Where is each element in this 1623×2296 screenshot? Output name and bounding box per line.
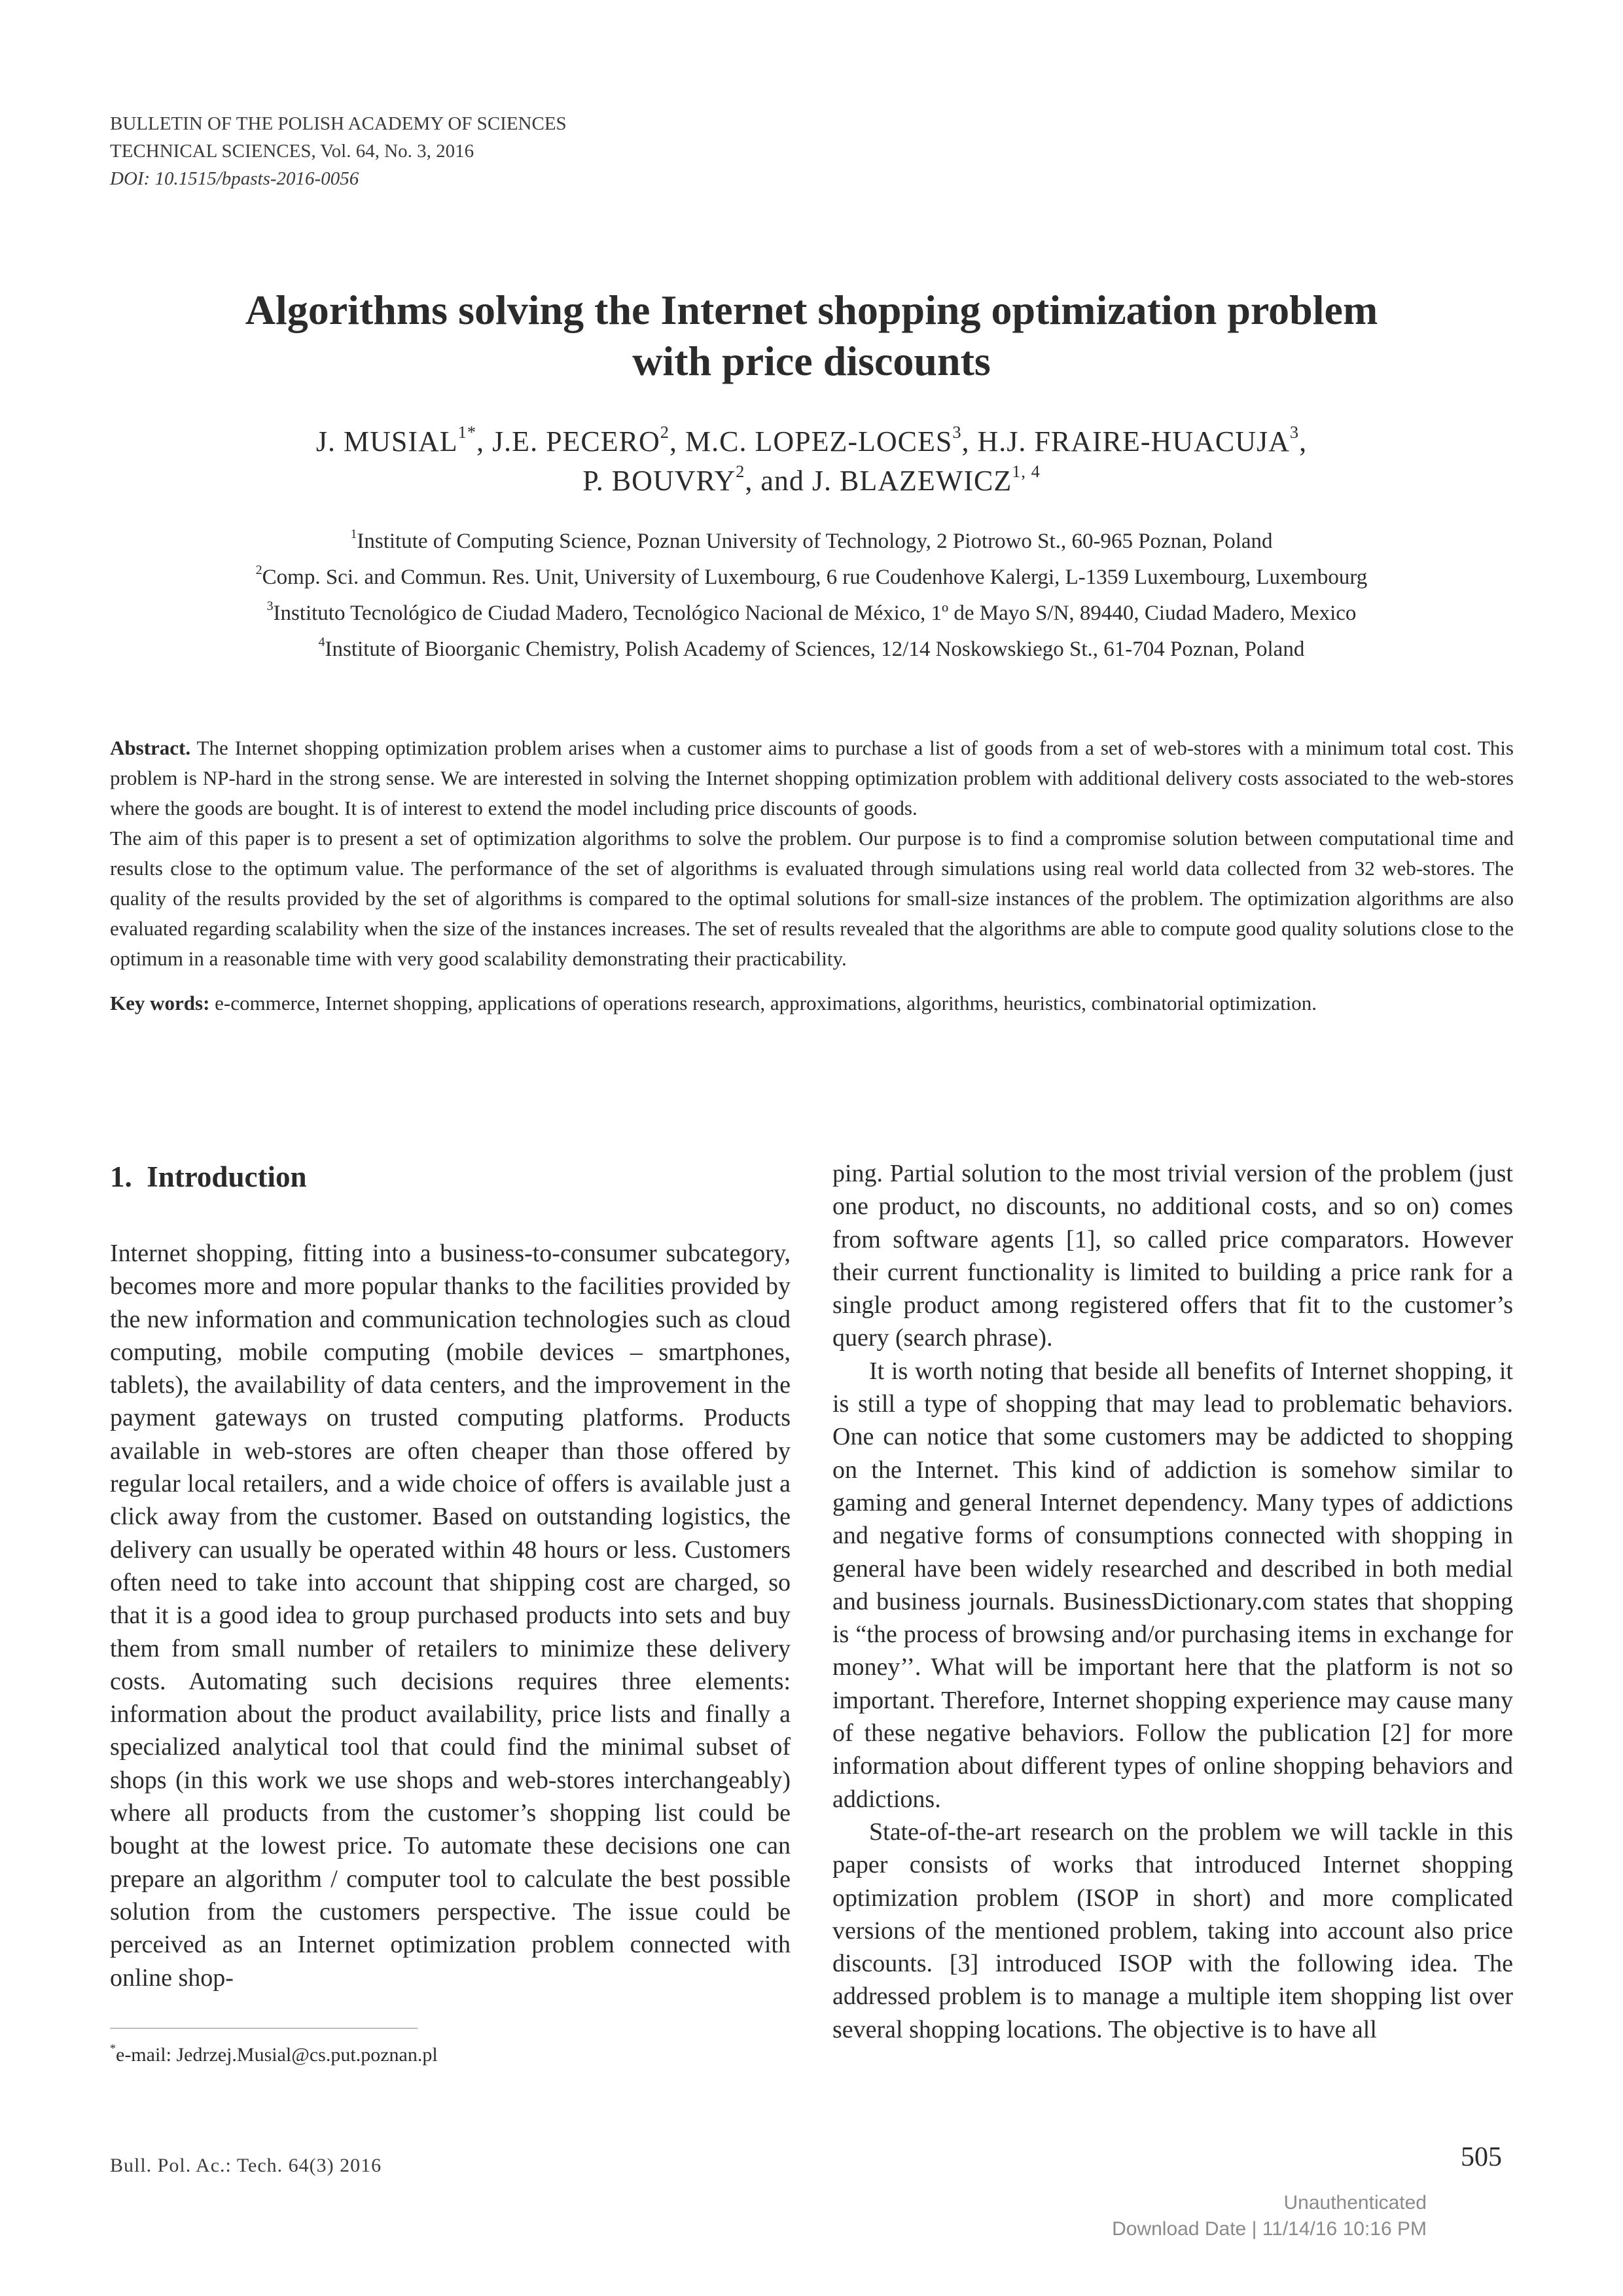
download-watermark xyxy=(982,2190,1427,2242)
author-affil-mark: 2 xyxy=(660,422,669,442)
body-paragraph: ping. Partial solution to the most trivial version of the problem (just one product, no discounts, no additional costs, and so on) comes from software agents [1], so called price comparators. However their current functionality is limited to building a price rank for a single product among registered offers that fit to the customer’s query (search phrase). xyxy=(832,1160,1513,1352)
abstract-text-1: The Internet shopping optimization problem arises when a customer aims to purchase a list of goods from a set of web-stores with a minimum total cost. This problem is NP-hard in the strong sense. We are interested in solving the Internet shopping optimization problem with additional delivery costs associated to the web-stores where the goods are bought. It is of interest to extend the model including price discounts of goods. xyxy=(110,736,1514,819)
author-name: H.J. FRAIRE-HUACUJA xyxy=(977,425,1290,457)
affiliation-mark: 2 xyxy=(255,563,262,578)
body-column-right xyxy=(832,1157,1513,2046)
author-affil-mark: 2 xyxy=(736,461,745,482)
journal-name: BULLETIN OF THE POLISH ACADEMY OF SCIENCES xyxy=(110,113,567,134)
keywords-label: Key words: xyxy=(110,992,210,1014)
body-paragraph: Internet shopping, fitting into a business-to-consumer subcategory, becomes more and more popular thanks to the facilities provided by the new information and communication technologies such as cloud computing, mobile computing (mobile devices – smartphones, tablets), the availability of data centers, and the improvement in the payment gateways on trusted computing platforms. Products available in web-stores are often cheaper than those offered by regular local retailers, and a wide choice of offers is available just a click away from the customer. Based on outstanding logistics, the delivery can usually be operated within 48 hours or less. Customers often need to take into account that shipping cost are charged, so that it is a good idea to group purchased products into sets and buy them from small number of retailers to minimize these delivery costs. Automating such decisions requires three elements: information about the product availability, price lists and finally a specialized analytical tool that could find the minimal subset of shops (in this work we use shops and web-stores interchangeably) where all products from the customer’s shopping list could be bought at the lowest price. To automate these decisions one can prepare an algorithm / computer tool to calculate the best possible solution from the customers perspective. The issue could be perceived as an Internet optimization problem connected with online shop- xyxy=(110,1240,791,1992)
author-separator: , xyxy=(476,425,493,457)
affiliation-mark: 4 xyxy=(318,635,325,650)
author-name: J.E. PECERO xyxy=(492,425,660,457)
affiliation-list xyxy=(105,524,1518,668)
body-column-left xyxy=(110,1237,791,1994)
author-affil-mark: 1, 4 xyxy=(1012,461,1041,482)
affiliation xyxy=(105,632,1518,668)
author-line-1 xyxy=(105,422,1518,461)
affiliation-text: Institute of Bioorganic Chemistry, Polish Academy of Sciences, 12/14 Noskowskiego St., 61-704 Poznan, Poland xyxy=(325,637,1305,661)
author-separator: , xyxy=(1299,425,1308,457)
author-name: P. BOUVRY xyxy=(582,465,736,497)
section-number: 1. xyxy=(110,1160,132,1193)
author-separator: , xyxy=(961,425,978,457)
author-name: J. MUSIAL xyxy=(315,425,458,457)
affiliation-mark: 3 xyxy=(266,599,274,614)
watermark-line-2: Download Date | 11/14/16 10:16 PM xyxy=(1112,2218,1427,2240)
footnote-text: e-mail: Jedrzej.Musial@cs.put.poznan.pl xyxy=(116,2044,438,2066)
author-list xyxy=(105,422,1518,501)
paper-title xyxy=(105,285,1518,387)
affiliation-text: Instituto Tecnológico de Ciudad Madero, Tecnológico Nacional de México, 1º de Mayo S/N, 89440, Ciudad Madero, Mexico xyxy=(273,601,1357,625)
author-line-2 xyxy=(105,461,1518,501)
title-line-2: with price discounts xyxy=(632,338,991,384)
affiliation xyxy=(105,596,1518,632)
affiliation xyxy=(105,524,1518,560)
body-paragraph: State-of-the-art research on the problem we will tackle in this paper consists of works that introduced Internet shopping optimization problem (ISOP in short) and more complicated versions of the mentioned problem, taking into account also price discounts. [3] introduced ISOP with the following idea. The addressed problem is to manage a multiple item shopping list over several shopping locations. The objective is to have all xyxy=(832,1818,1513,2043)
affiliation-text: Comp. Sci. and Commun. Res. Unit, University of Luxembourg, 6 rue Coudenhove Kalergi, L-1359 Luxembourg, Luxembourg xyxy=(262,565,1368,589)
author-affil-mark: 3 xyxy=(1289,422,1300,442)
keywords-text: e-commerce, Internet shopping, applications of operations research, approximations, algorithms, heuristics, combinatorial optimization. xyxy=(215,992,1317,1014)
section-title: Introduction xyxy=(147,1160,307,1193)
affiliation-mark: 1 xyxy=(350,527,357,542)
author-name: M.C. LOPEZ-LOCES xyxy=(685,425,953,457)
journal-volume: TECHNICAL SCIENCES, Vol. 64, No. 3, 2016 xyxy=(110,141,474,162)
footnote-mark: * xyxy=(110,2041,116,2055)
abstract-paragraph-1 xyxy=(110,733,1514,823)
footer-citation: Bull. Pol. Ac.: Tech. 64(3) 2016 xyxy=(110,2155,382,2176)
affiliation-text: Institute of Computing Science, Poznan University of Technology, 2 Piotrowo St., 60-965 Poznan, Poland xyxy=(357,529,1273,553)
doi: DOI: 10.1515/bpasts-2016-0056 xyxy=(110,168,359,189)
title-line-1: Algorithms solving the Internet shopping optimization problem xyxy=(245,287,1378,333)
section-heading xyxy=(110,1157,306,1196)
abstract-paragraph-2: The aim of this paper is to present a set of optimization algorithms to solve the problem. Our purpose is to find a compromise solution between computational time and results close to the optimum value. The performance of the set of algorithms is evaluated through simulations using real world data collected from 32 web-stores. The quality of the results provided by the set of algorithms is compared to the optimal solutions for small-size instances of the problem. The optimization algorithms are also evaluated regarding scalability when the size of the instances increases. The set of results revealed that the algorithms are able to compute good quality solutions close to the optimum in a reasonable time with very good scalability demonstrating their practicability. xyxy=(110,827,1514,970)
author-separator: , and xyxy=(745,465,812,497)
page-number: 505 xyxy=(1461,2142,1502,2172)
watermark-line-1: Unauthenticated xyxy=(1283,2192,1427,2214)
abstract-label: Abstract. xyxy=(110,736,191,759)
author-affil-mark: 3 xyxy=(952,422,962,442)
author-name: J. BLAZEWICZ xyxy=(812,465,1012,497)
footnote xyxy=(110,2041,438,2070)
author-separator: , xyxy=(669,425,685,457)
body-paragraph: It is worth noting that beside all benefits of Internet shopping, it is still a type of shopping that may lead to problematic behaviors. One can notice that some customers may be addicted to shopping on the Internet. This kind of addiction is somehow similar to gaming and general Internet dependency. Many types of addictions and negative forms of consumptions connected with shopping in general have been widely researched and described in both medial and business journals. BusinessDictionary.com states that shopping is “the process of browsing and/or purchasing items in exchange for money’’. What will be important here that the platform is not so important. Therefore, Internet shopping experience may cause many of these negative behaviors. Follow the publication [2] for more information about different types of online shopping behaviors and addictions. xyxy=(832,1357,1513,1813)
footnote-rule xyxy=(110,2028,418,2029)
affiliation xyxy=(105,560,1518,596)
abstract xyxy=(110,733,1514,1018)
journal-header xyxy=(110,110,567,192)
author-affil-mark: 1* xyxy=(457,422,477,442)
keywords xyxy=(110,988,1514,1018)
